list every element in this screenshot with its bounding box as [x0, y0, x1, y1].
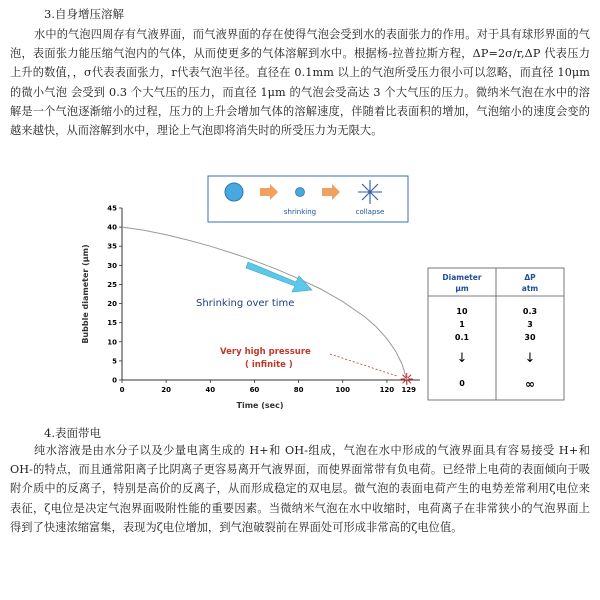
- x-tick-label: 100: [335, 386, 351, 394]
- x-tick-label: 120: [379, 386, 395, 394]
- x-tick-label: 0: [119, 386, 125, 394]
- small-bubble-icon: [296, 188, 305, 197]
- burst-ray: [403, 380, 406, 383]
- table-final-diameter: 0: [459, 379, 465, 388]
- table-cell: 1: [459, 320, 465, 329]
- y-tick-label: 45: [107, 204, 117, 213]
- shrinking-arrow-icon: [246, 262, 312, 292]
- large-bubble-icon: [225, 183, 243, 201]
- pressure-annotation-line2: ( infinite ): [245, 360, 293, 370]
- table-header-pressure: ΔP: [524, 273, 536, 282]
- table-cell: 0.3: [522, 307, 538, 316]
- table-header-diameter: Diameter: [442, 273, 482, 282]
- table-unit-pressure: atm: [521, 284, 539, 293]
- collapse-label: collapse: [355, 208, 385, 216]
- section-4-paragraph: 纯水溶液是由水分子以及少量电离生成的 H+和 OH-组成，气泡在水中形成的气液界面具有容易接受 H+和 OH-的特点，而且通常阳离子比阴离子更容易离开气液界面，而使界面常带有负电荷。已经带上电荷的表面倾向于吸附介质中的反离子，特别是高价的反离子，从而形成稳定的双电层。微气泡的表面电荷产生的电势差常利用ζ电位来表征，ζ电位是决定气泡界面吸附性能的重要因素。当微纳米气泡在水中收缩时，电荷离子在非常狭小的气泡界面上得到了快速浓缩富集，表现为ζ电位增加，到气泡破裂前在界面处可形成非常高的ζ电位值。: [10, 444, 590, 534]
- table-cell: 3: [527, 320, 533, 329]
- y-tick-label: 25: [107, 280, 117, 289]
- x-tick-label: 40: [205, 386, 216, 394]
- table-cell: 10: [456, 307, 468, 316]
- table-unit-diameter: μm: [455, 284, 469, 293]
- x-tick-label-collapse-time: 129: [401, 386, 417, 394]
- pressure-annotation-line1: Very high pressure: [220, 347, 311, 357]
- section-4-heading: 4.表面带电: [44, 426, 101, 440]
- x-tick-label: 80: [293, 386, 304, 394]
- y-tick-label: 15: [107, 319, 117, 328]
- x-tick-label: 60: [249, 386, 260, 394]
- x-tick-label: 20: [161, 386, 172, 394]
- burst-ray: [408, 380, 411, 383]
- y-tick-label: 40: [107, 223, 117, 232]
- shrinking-annotation: Shrinking over time: [196, 298, 295, 309]
- schematic-box: [208, 176, 408, 222]
- bubble-shrink-figure: [81, 172, 580, 412]
- y-ticks: [107, 205, 122, 385]
- burst-ray: [408, 375, 411, 378]
- table-down-arrow-icon: ↓: [524, 351, 536, 366]
- y-tick-label: 5: [112, 357, 117, 366]
- pressure-leader-line: [330, 354, 397, 376]
- pressure-table: [428, 268, 564, 400]
- table-cell: 30: [524, 333, 536, 342]
- y-tick-label: 35: [107, 242, 117, 251]
- y-tick-label: 30: [107, 261, 117, 270]
- y-tick-label: 0: [112, 376, 117, 385]
- table-final-pressure: ∞: [525, 377, 535, 391]
- shrinking-label: shrinking: [283, 208, 317, 216]
- y-tick-label: 10: [107, 338, 117, 347]
- table-cell: 0.1: [454, 333, 470, 342]
- section-3-heading: 3.自身增压溶解: [44, 7, 124, 21]
- y-axis-label: Bubble diameter (μm): [81, 244, 90, 344]
- table-down-arrow-icon: ↓: [456, 351, 468, 366]
- y-tick-label: 20: [107, 300, 117, 309]
- x-axis-label: Time (sec): [236, 401, 284, 410]
- section-3-paragraph: 水中的气泡四周存有气液界面，而气液界面的存在使得气泡会受到水的表面张力的作用。对于具有球形界面的气泡，表面张力能压缩气泡内的气体，从而使更多的气体溶解到水中。根据杨-拉普拉斯方程，ΔP=2σ/r,ΔP 代表压力上升的数值，，σ代表表面张力，r代表气泡半径。直径在 0.1mm 以上的气泡所受压力很小可以忽略，而直径 10μm 的微小气泡 会受到 0.3 个大气压的压力，而直径 1μm 的气泡会受高达 3 个大气压的压力。微纳米气泡在水中的溶解是一个气泡逐渐缩小的过程，压力的上升会增加气体的溶解速度，伴随着比表面积的增加，气泡缩小的速度会变的越来越快，从而溶解到水中，理论上气泡即将消失时的所受压力为无限大。: [10, 28, 590, 138]
- x-ticks: [120, 376, 417, 394]
- bubble-diameter-chart: [81, 205, 420, 411]
